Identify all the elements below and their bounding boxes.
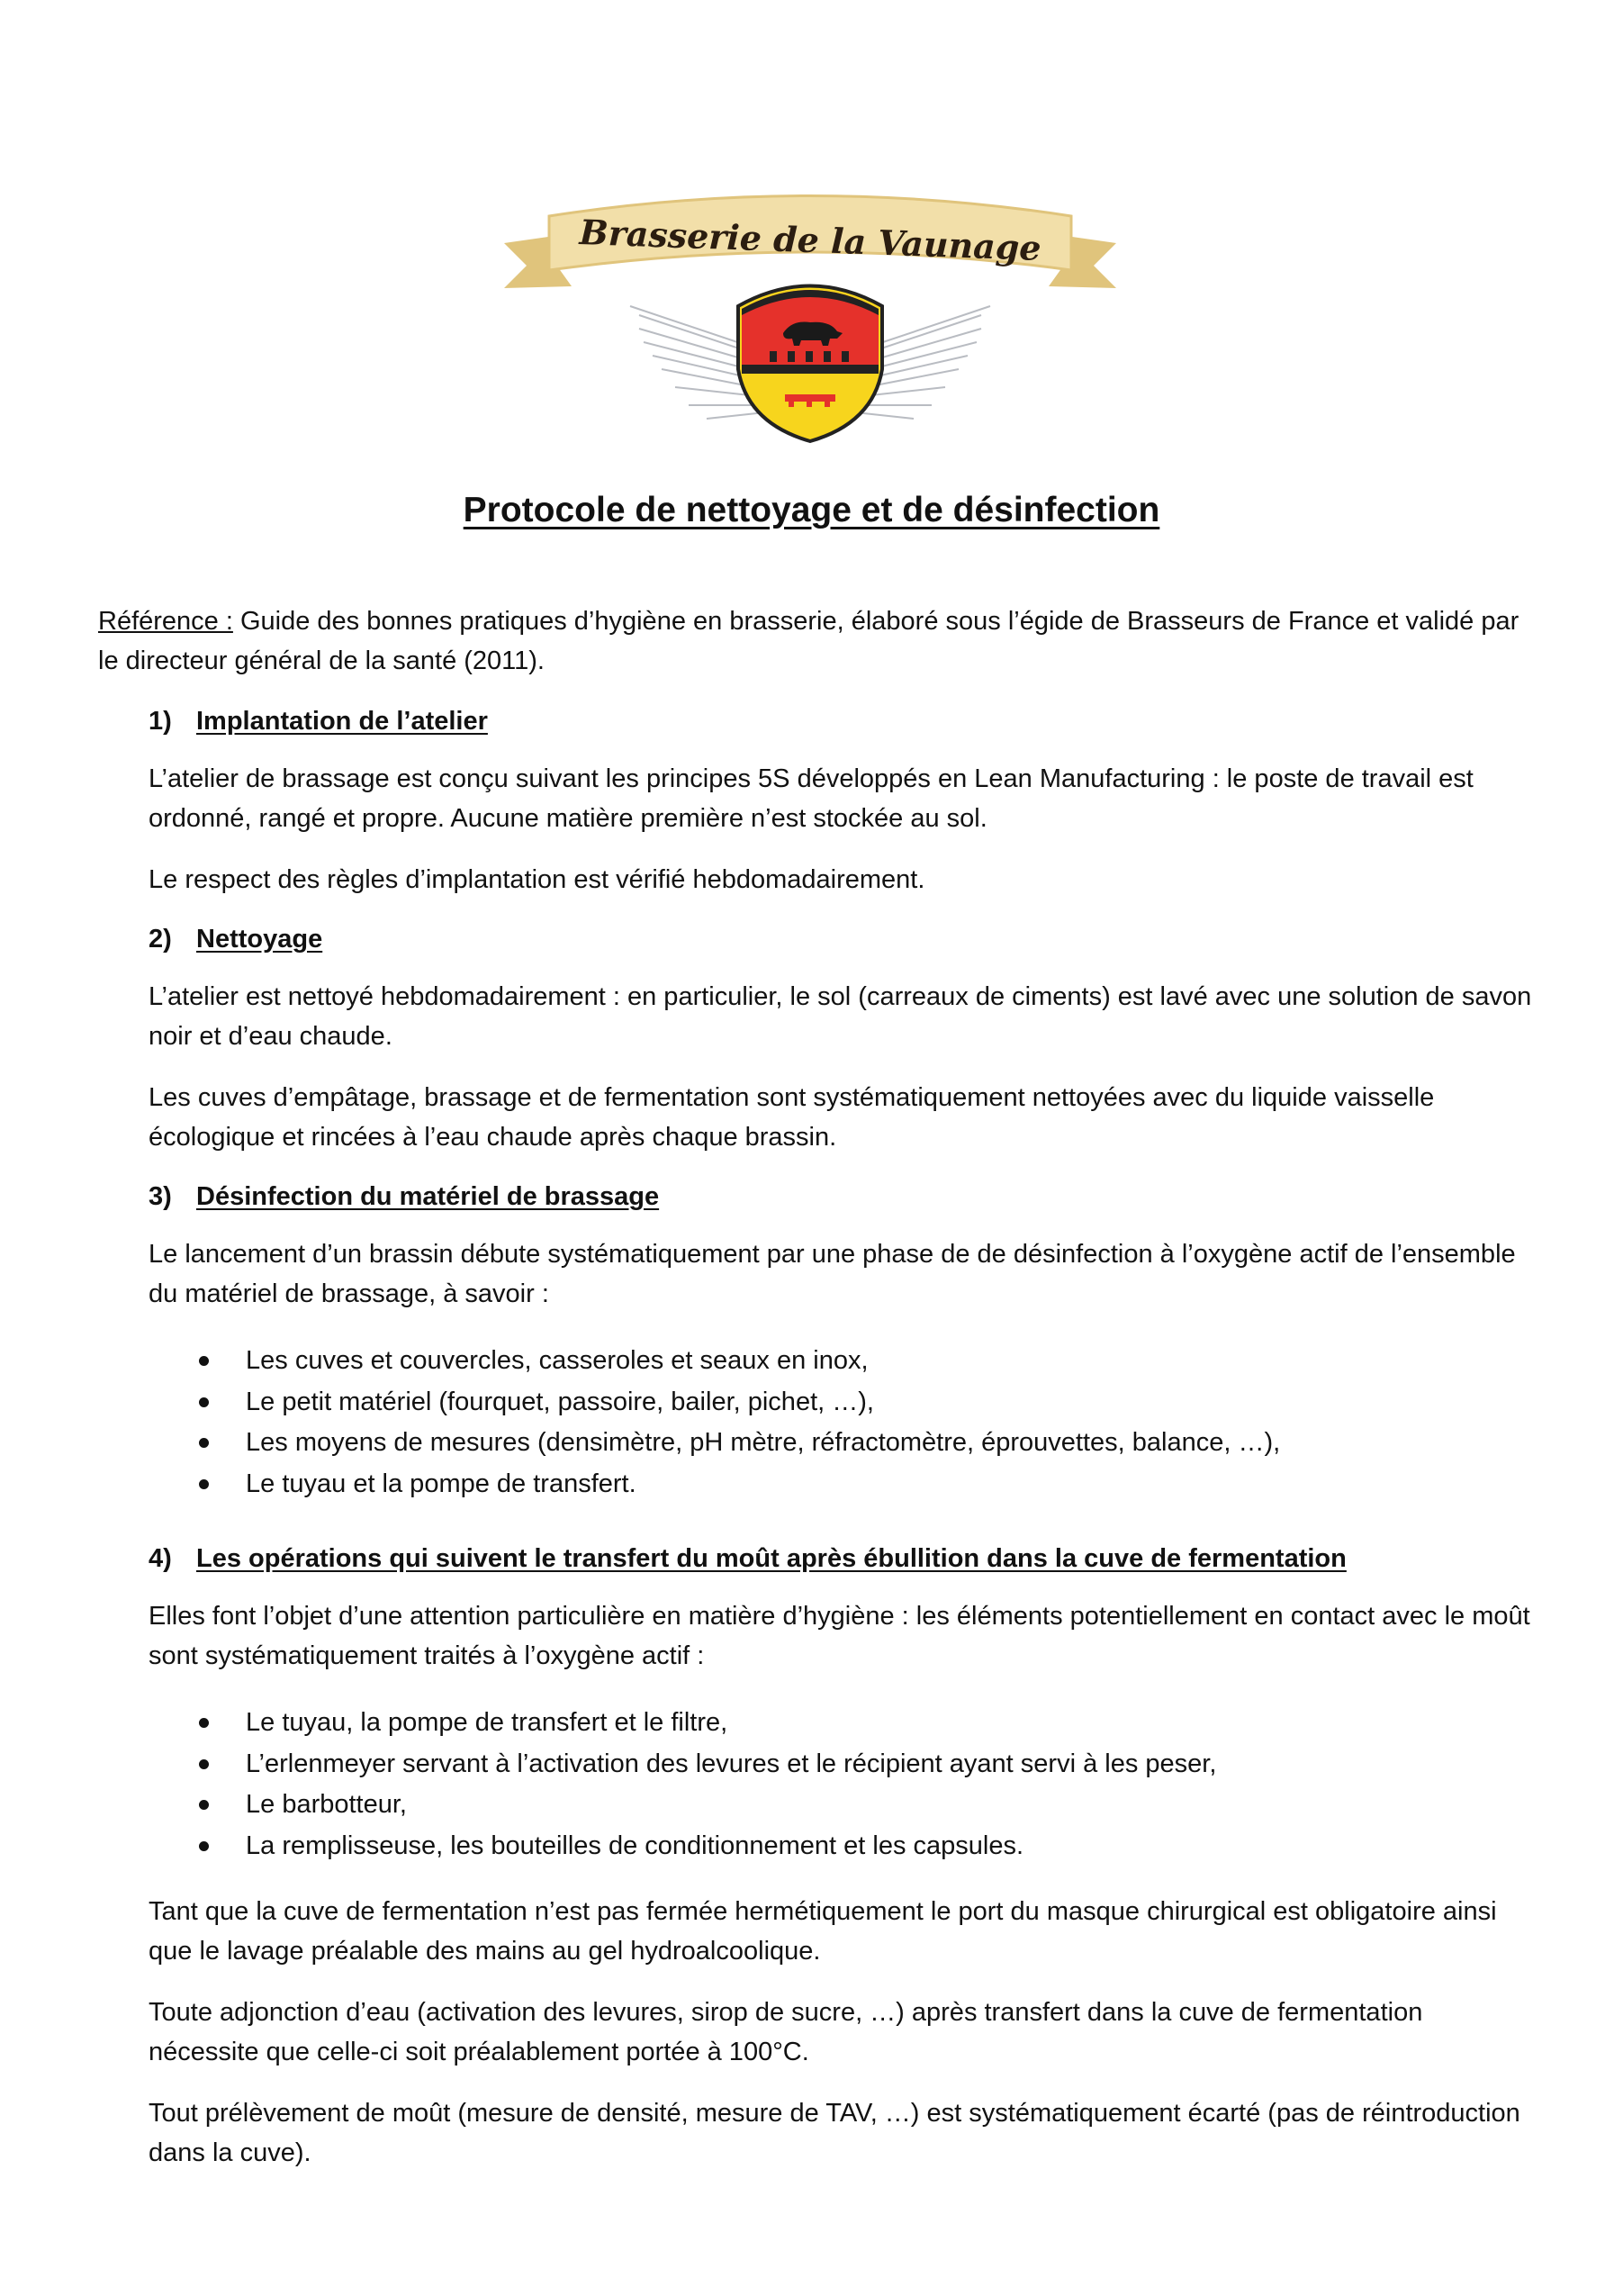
- shield-emblem: [738, 286, 882, 442]
- section-title: Implantation de l’atelier: [196, 707, 488, 736]
- list-item: [149, 1341, 1539, 1382]
- paragraph: Les cuves d’empâtage, brassage et de fermentation sont systématiquement nettoyées avec du liquide vaisselle écologique et rincées à l’eau chaude après chaque brassin.: [149, 1083, 1435, 1152]
- bullet-icon: [199, 1841, 209, 1851]
- section-heading: [149, 921, 1539, 957]
- list-item: [149, 1464, 1539, 1505]
- section-heading: [149, 1541, 1539, 1577]
- section-heading: [149, 1179, 1539, 1215]
- bullet-icon: [199, 1800, 209, 1810]
- paragraph: L’atelier de brassage est conçu suivant les principes 5S développés en Lean Manufacturing : le poste de travail est ordonné, rangé et propre. Aucune matière première n’est stockée au sol.: [149, 764, 1474, 833]
- paragraph: Le lancement d’un brassin débute systématiquement par une phase de de désinfection à l’oxygène actif de l’ensemble du matériel de brassage, à savoir :: [149, 1240, 1516, 1308]
- paragraph: Elles font l’objet d’une attention particulière en matière d’hygiène : les éléments potentiellement en contact avec le moût sont systématiquement traités à l’oxygène actif :: [149, 1602, 1530, 1670]
- section-number: 4): [149, 1544, 172, 1573]
- list-item-text: Le barbotteur,: [246, 1790, 407, 1819]
- logo-graphic: [495, 180, 1125, 450]
- paragraph: Tant que la cuve de fermentation n’est pas fermée hermétiquement le port du masque chirurgical est obligatoire ainsi que le lavage préalable des mains au gel hydroalcoolique.: [149, 1897, 1497, 1966]
- paragraph: Tout prélèvement de moût (mesure de densité, mesure de TAV, …) est systématiquement écarté (pas de réintroduction dans la cuve).: [149, 2099, 1520, 2167]
- bullet-icon: [199, 1356, 209, 1366]
- paragraph: Toute adjonction d’eau (activation des levures, sirop de sucre, …) après transfert dans la cuve de fermentation nécessite que celle-ci soit préalablement portée à 100°C.: [149, 1998, 1423, 2066]
- bullet-icon: [199, 1397, 209, 1407]
- paragraph: L’atelier est nettoyé hebdomadairement : en particulier, le sol (carreaux de ciments) est lavé avec une solution de savon noir et d’eau chaude.: [149, 982, 1532, 1051]
- brewery-logo: [495, 180, 1125, 450]
- list-item-text: Les cuves et couvercles, casseroles et seaux en inox,: [246, 1346, 869, 1375]
- logo-banner-text: Brasserie de la Vaunage: [578, 212, 1042, 268]
- list-item: [149, 1744, 1539, 1785]
- list-item-text: Le petit matériel (fourquet, passoire, bailer, pichet, …),: [246, 1387, 874, 1416]
- bullet-list: [149, 1703, 1539, 1867]
- section-number: 1): [149, 707, 172, 736]
- paragraph: Le respect des règles d’implantation est vérifié hebdomadairement.: [149, 865, 925, 894]
- list-item-text: La remplisseuse, les bouteilles de conditionnement et les capsules.: [246, 1830, 1024, 1860]
- bullet-icon: [199, 1438, 209, 1448]
- list-item-text: Les moyens de mesures (densimètre, pH mètre, réfractomètre, éprouvettes, balance, …),: [246, 1428, 1281, 1457]
- document-title: Protocole de nettoyage et de désinfection: [463, 491, 1160, 529]
- reference-label: Référence :: [98, 607, 233, 636]
- bullet-icon: [199, 1759, 209, 1769]
- section-title: Nettoyage: [196, 925, 323, 954]
- list-item: [149, 1785, 1539, 1826]
- reference-text: Guide des bonnes pratiques d’hygiène en brasserie, élaboré sous l’égide de Brasseurs de France et validé par le directeur général de la santé (2011).: [98, 607, 1519, 675]
- bridge-icon: [785, 394, 835, 407]
- reference-paragraph: [98, 601, 1538, 681]
- list-item-text: Le tuyau, la pompe de transfert et le filtre,: [246, 1708, 728, 1737]
- bullet-list: [149, 1341, 1539, 1505]
- bullet-icon: [199, 1718, 209, 1728]
- list-item-text: Le tuyau et la pompe de transfert.: [246, 1469, 636, 1498]
- list-item: [149, 1382, 1539, 1424]
- list-item: [149, 1826, 1539, 1867]
- section-number: 3): [149, 1182, 172, 1211]
- section-heading: [149, 703, 1539, 739]
- bullet-icon: [199, 1479, 209, 1489]
- section-title: Désinfection du matériel de brassage: [196, 1182, 660, 1211]
- list-item-text: L’erlenmeyer servant à l’activation des levures et le récipient ayant servi à les peser,: [246, 1749, 1217, 1778]
- document-body: [149, 703, 1539, 2194]
- section-number: 2): [149, 925, 172, 954]
- list-item: [149, 1423, 1539, 1464]
- section-title: Les opérations qui suivent le transfert du moût après ébullition dans la cuve de fermentation: [196, 1544, 1347, 1573]
- list-item: [149, 1703, 1539, 1744]
